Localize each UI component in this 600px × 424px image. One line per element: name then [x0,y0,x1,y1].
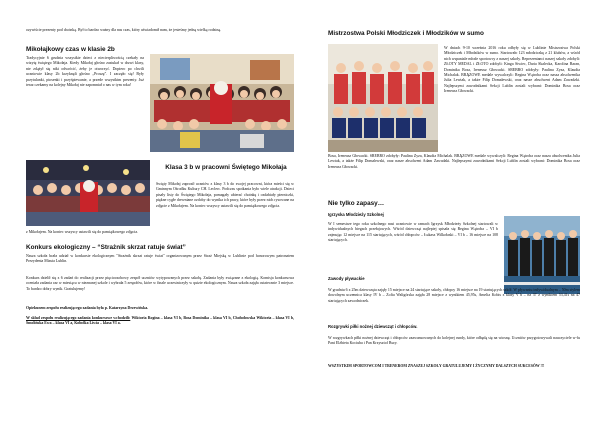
sumo-team-photo [328,44,438,152]
pilka-subheading: Rozgrywki piłki nożnej dziewcząt i chłopców. [328,324,418,329]
konkurs-paragraph-1: Nasza szkoła brała udział w konkursie ekologicznym "Strażnik skrzat ratuje świat" organizowanym przez Straż Miejską w Lublinie pod honorowym patronatem Prezydenta Miasta Lublin. [26,254,294,264]
pilka-paragraph: W rozgrywkach piłki nożnej dziewczęt i chłopców zaawansowanych do kolejnej rundy, które odbędą się na wiosnę. Uczniów przygotowywali nauczyciele w-fu Pani Elżbieta Kociuba i Pan Krzysztof Bury. [328,336,580,346]
nie-tylko-heading: Nie tylko zapasy… [328,200,385,207]
konkurs-heading: Konkurs ekologiczny – “Strażnik skrzat ratuje świat” [26,244,186,251]
klasa-3b-paragraph: Święty Mikołaj zaprosił uczniów z klasy 3 b do swojej pracowni, która mieści się w Gminnym Ośrodku Kultury CH. Leclerc. Podczas spotkania było wiele atrakcji. Dzieci pisały listy do Świętego Mikołaja, pomagały ubierać choinkę i ozdabiały pierniczki, piękne cygłe drewniane ozdoby do wynika ich pracy, które były przez nich rysowane na zdjęcie z Mikołajem. Na koniec wszyscy ustawili się do pamiątkowego zdjęcia. [156,182,294,208]
klasa-3b-heading: Klasa 3 b w pracowni Świętego Mikołaja [165,164,287,171]
konkurs-caretaker: Opiekunem zespołu realizującego zadania była p. Katarzyna Drzewińska. [26,306,149,310]
igrzyska-paragraph: W I semestrze tego roku szkolnego nasi uczniowie w ramach Igrzysk Młodzieży Szkolnej startowali w indywidualnych biegach przełajowych. Wśród dziewcząt najlepiej spisała się Regina Wątroba – VI b zajmując 12 miejsce na 115 startujących, wśród chłopców – Łukasz Wilkołaski – VI b – 16 miejsce na 108 startujących. [328,222,498,243]
swimming-team-photo [504,216,580,294]
intro-paragraph: ozywiście prezenty pod choinką. Był to bardzo ważny dla nas czas, który uświadomił nam, że jesteśmy jedną wielką rodziną. [26,28,222,32]
team-members: Wiktoria Rogina – klasa VI b, Bosa Dominika – klasa VI b, Chołodowska Wiktoria – klasa VI b, Smolińska Ewa – klasa VI a, Kołodka Liwia – klasa VI a. [26,316,294,326]
mikolajki-paragraph: Tradycyjnie 6 grudnia wszystkie dzieci z niecierpliwością czekały na wizytę świętego Mikołaja. Kiedy Mikołaj głośno zastukał w drzwi klasy, nie zdążył się nikt odwrócić, żeby je otworzyć. Dopiero po chwili uczniowie klasy 2b krzyknęli głośno „Proszę”. I zaczęło się! Były przytulanki, piosenki i przyśpiewanie, a przede wszystkim prezenty. Już teraz czekamy na kolejny Mikołaj nie zapomniał o nas w tym roku! [26,56,144,88]
mistrzostwa-continuation: Bosa, Ireneusz Głowacki. SREBRO zdobyły: Paulina Zyza, Klaudia Michalak. BRĄZOWE medale wywalczyli: Regina Wątroba oraz nasza absolwentka Julia Lewtak, a także Filip Domalewski, oraz nasze absolwent Adam Zawadzki. Najlepszymi zawodnikami Sekcji Lublin zostali wybrani: Dominika Bosa oraz Ireneusz Głowacki. [328,154,580,169]
igrzyska-subheading: Igrzyska Młodzieży Szkolnej [328,212,384,217]
klasa-3b-continuation: z Mikołajem. Na koniec wszyscy ustawili się do pamiątkowego zdjęcia. [26,230,139,234]
mistrzostwa-heading: Mistrzostwa Polski Młodziczek i Młodzików w sumo [328,30,484,37]
konkurs-paragraph-2: Konkurs dzielił się z 6 zadań do realizacji przez pięcioosobowy zespół uczniów wytypowanych przez szkołę. Zadania były związane z ekologią. Komisja konkursowa oceniała zadania raz w miesiącu w nieznanej szkole i wybrała 5 zespołów, które w finale uczestniczyły w quizie ekologicznym. Nasza szkoła zajęła ostatecznie 3 miejsce. To bardzo dobry wynik. Gratulujemy! [26,276,294,291]
class-2b-photo [150,54,294,152]
plywanie-paragraph: W grudniu 6 x 25m dziewczęta zajęły 15 miejsce na 24 startujące szkoły, chłopcy 16 miejsce na 19 startujących szkół. W pływaniu indywidualnym – 50m stylem dowolnym uczennica klasy IV b – Zofia Waligórska zajęła 28 miejsce z wynikiem 45,95s, Amelia Kobis z klasy V b – na 37 z wynikiem 53,41s na 47 startujących zawodniczek. [328,288,580,303]
mikolajki-heading: Mikołajkowy czas w klasie 2b [26,46,115,53]
mistrzostwa-paragraph: W dniach 9-10 września 2016 roku odbyły się w Lublinie Mistrzostwa Polski Młodziczek i Młodzików w sumo. Startowało 123 młodziczkę z 21 klubów, a wśród nich wspaniale młode sportowcy z naszej szkoły. Reprezentanci naszej szkoły zdobyli: ZŁOTY MEDAL i ZŁOTO zdobyli: Kinga Siwiec, Daria Skalecka, Karolina Baran, Dominika Bosa, Ireneusz Głowacki. SREBRO zdobyły: Paulina Zyza, Klaudia Michalak. BRĄZOWE medale wywalczyli: Regina Wątroba oraz nasza absolwentka Julia Lewtak, a także Filip Domalewski, oraz nasze absolwent Adam Zawadzki. Najlepszymi zawodnikami Sekcji Lublin zostali wybrani: Dominika Bosa oraz Ireneusz Głowacki. [444,46,580,94]
plywanie-subheading: Zawody pływackie [328,276,365,281]
congratulations-footer: WSZYSTKIM SPORTOWCOM I TRENEROM ZNASZEJ SZKOŁY GRATULUJEMY I ŻYCZYMY DALSZYCH SUKCESÓW !!! [328,364,545,368]
team-label: W skład zespołu realizującego zadania konkursowe wchodzili: [26,316,131,320]
class-3b-photo [26,160,150,226]
konkurs-team [26,316,294,327]
